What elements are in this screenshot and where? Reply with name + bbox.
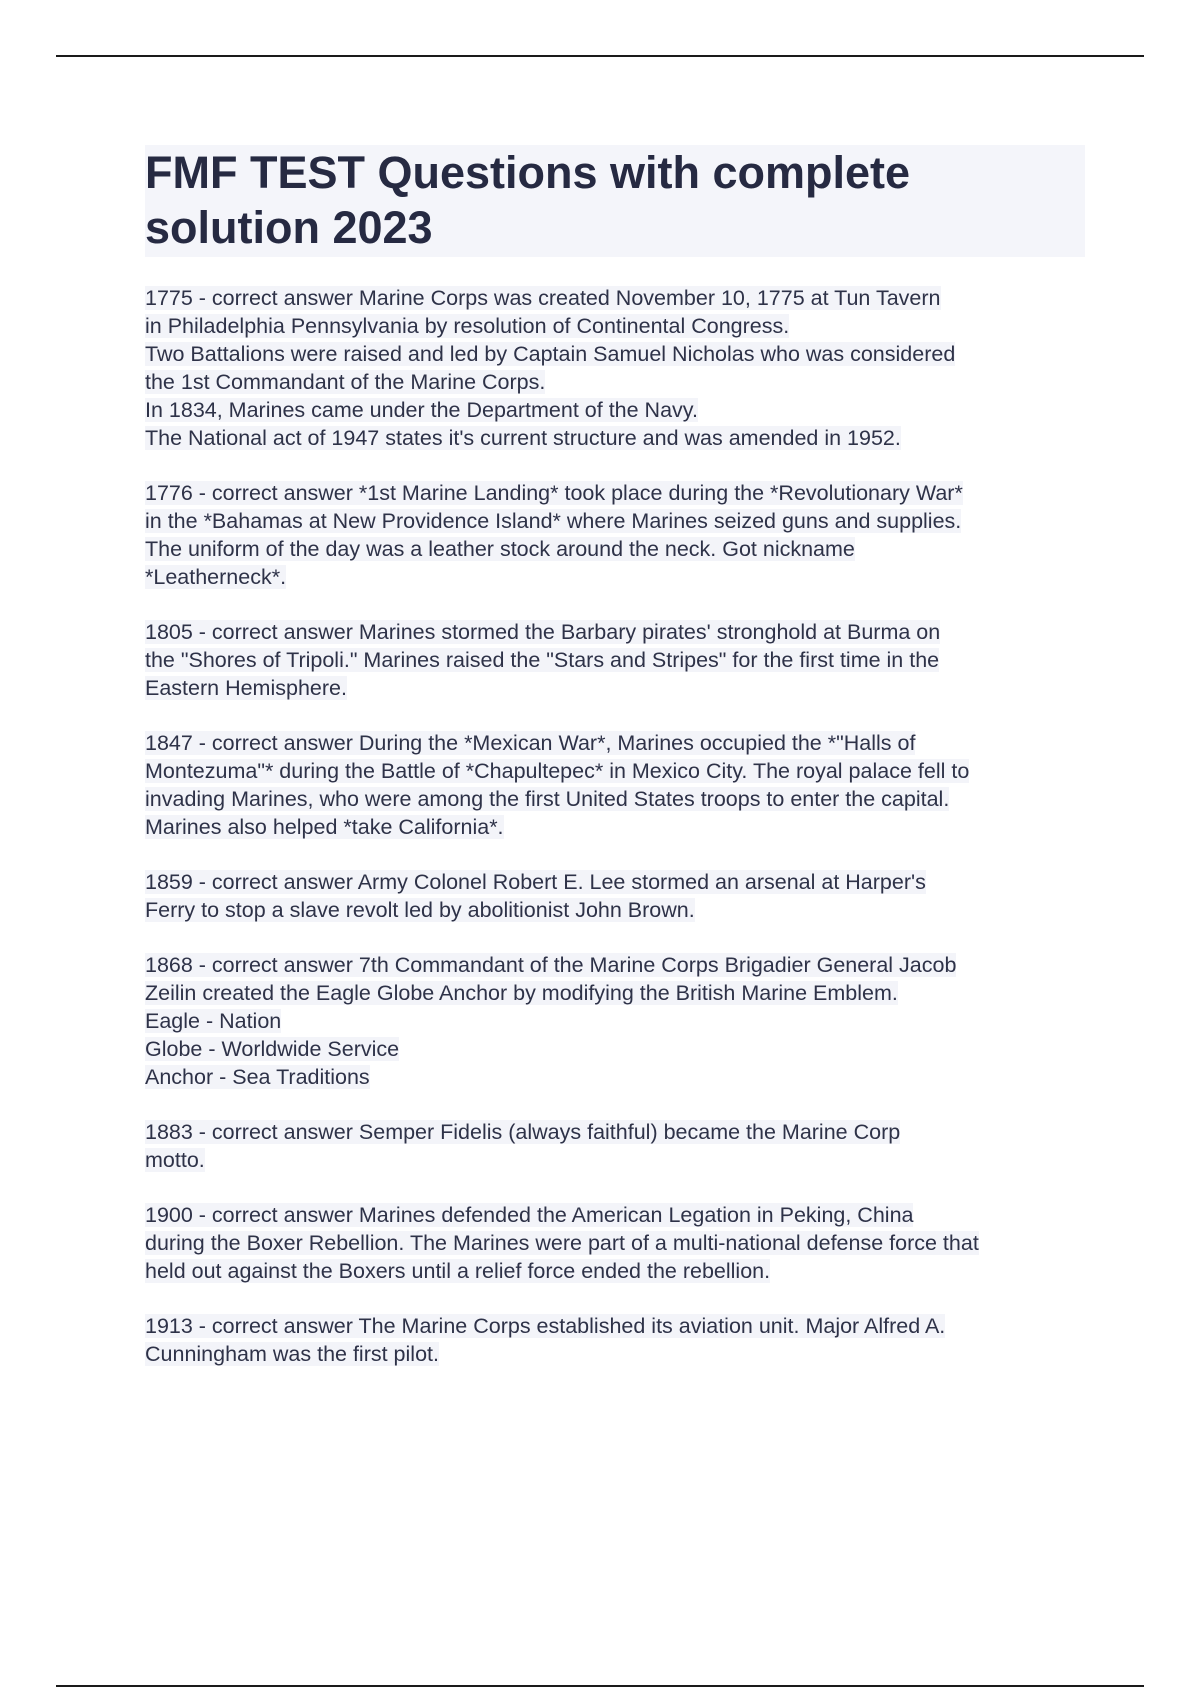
entry-line: Cunningham was the first pilot. <box>145 1342 439 1366</box>
title-block <box>145 145 1085 257</box>
entry-line: Ferry to stop a slave revolt led by abolitionist John Brown. <box>145 898 695 922</box>
title-line-1: FMF TEST Questions with complete <box>145 147 911 198</box>
entry-line: In 1834, Marines came under the Department of the Navy. <box>145 398 698 422</box>
entry-line: in Philadelphia Pennsylvania by resolution of Continental Congress. <box>145 314 790 338</box>
entry-1883 <box>145 1118 1090 1174</box>
entry-line: 1859 - correct answer Army Colonel Robert E. Lee stormed an arsenal at Harper's <box>145 870 926 894</box>
entry-line: the 1st Commandant of the Marine Corps. <box>145 370 546 394</box>
entry-1859 <box>145 868 1090 924</box>
entry-line: the "Shores of Tripoli." Marines raised the "Stars and Stripes" for the first time in the <box>145 648 940 672</box>
entry-line: Marines also helped *take California*. <box>145 815 504 839</box>
entry-1868 <box>145 951 1090 1091</box>
entry-line: 1913 - correct answer The Marine Corps established its aviation unit. Major Alfred A. <box>145 1314 946 1338</box>
entry-1913 <box>145 1312 1090 1368</box>
entry-1847 <box>145 729 1090 841</box>
bottom-rule <box>56 1685 1144 1687</box>
entry-line: Globe - Worldwide Service <box>145 1037 400 1061</box>
title-line-2: solution 2023 <box>145 202 433 253</box>
document-title <box>145 145 1045 255</box>
entries-list <box>145 284 1090 1395</box>
entry-line: 1900 - correct answer Marines defended the American Legation in Peking, China <box>145 1203 914 1227</box>
entry-1900 <box>145 1201 1090 1285</box>
entry-line: *Leatherneck*. <box>145 565 287 589</box>
entry-line: 1776 - correct answer *1st Marine Landing* took place during the *Revolutionary War* <box>145 481 963 505</box>
entry-line: 1847 - correct answer During the *Mexican War*, Marines occupied the *"Halls of <box>145 731 916 755</box>
entry-line: The uniform of the day was a leather stock around the neck. Got nickname <box>145 537 855 561</box>
entry-line: invading Marines, who were among the first United States troops to enter the capital. <box>145 787 950 811</box>
entry-line: Zeilin created the Eagle Globe Anchor by modifying the British Marine Emblem. <box>145 981 898 1005</box>
entry-line: 1883 - correct answer Semper Fidelis (always faithful) became the Marine Corp <box>145 1120 901 1144</box>
entry-1776 <box>145 479 1090 591</box>
top-rule <box>56 55 1144 57</box>
entry-line: 1775 - correct answer Marine Corps was created November 10, 1775 at Tun Tavern <box>145 286 941 310</box>
entry-line: 1805 - correct answer Marines stormed the Barbary pirates' stronghold at Burma on <box>145 620 941 644</box>
entry-line: The National act of 1947 states it's current structure and was amended in 1952. <box>145 426 901 450</box>
entry-1775 <box>145 284 1090 452</box>
entry-line: Eagle - Nation <box>145 1009 282 1033</box>
entry-line: motto. <box>145 1148 205 1172</box>
entry-line: Two Battalions were raised and led by Captain Samuel Nicholas who was considered <box>145 342 956 366</box>
entry-line: Eastern Hemisphere. <box>145 676 347 700</box>
entry-line: 1868 - correct answer 7th Commandant of the Marine Corps Brigadier General Jacob <box>145 953 957 977</box>
entry-line: Anchor - Sea Traditions <box>145 1065 370 1089</box>
entry-line: held out against the Boxers until a relief force ended the rebellion. <box>145 1259 771 1283</box>
entry-1805 <box>145 618 1090 702</box>
entry-line: in the *Bahamas at New Providence Island* where Marines seized guns and supplies. <box>145 509 962 533</box>
entry-line: during the Boxer Rebellion. The Marines were part of a multi-national defense force that <box>145 1231 979 1255</box>
entry-line: Montezuma"* during the Battle of *Chapultepec* in Mexico City. The royal palace fell to <box>145 759 970 783</box>
